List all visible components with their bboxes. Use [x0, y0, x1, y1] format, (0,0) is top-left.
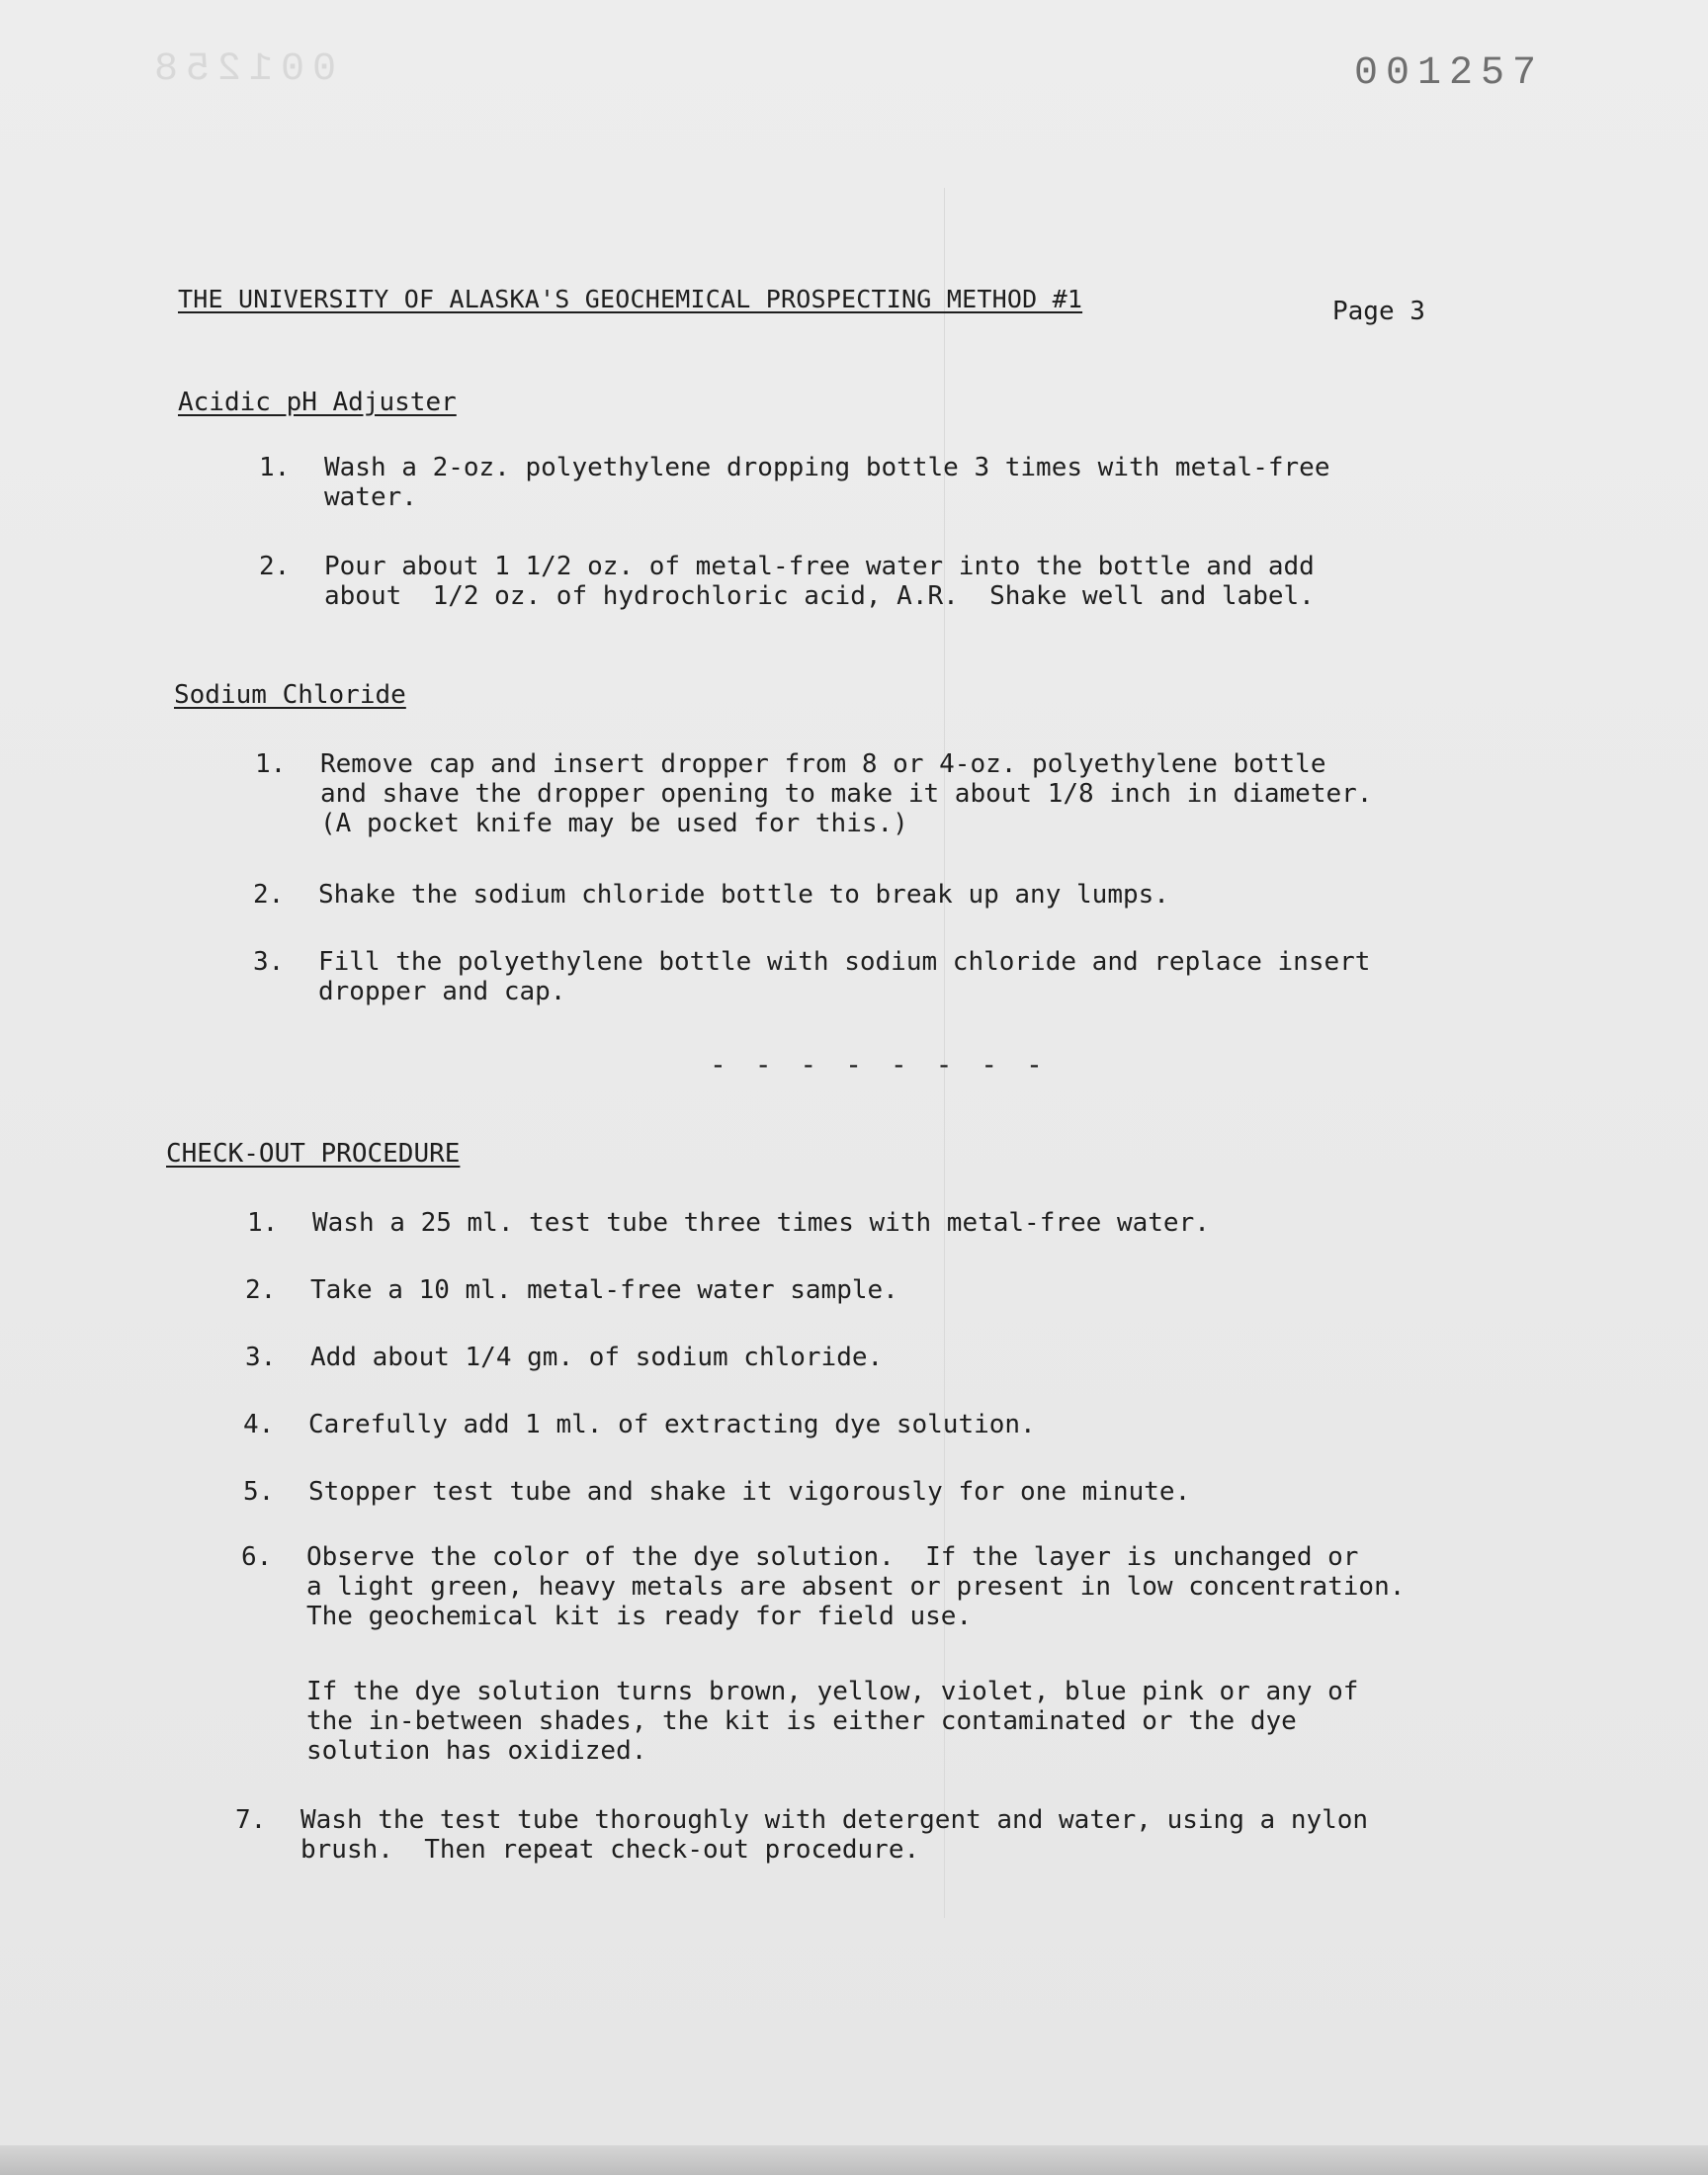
- list-item: [245, 1275, 1431, 1309]
- list-item-text: Stopper test tube and shake it vigorously for one minute.: [308, 1477, 1191, 1507]
- list-item: [259, 453, 1445, 522]
- list-item: [247, 1208, 1433, 1242]
- list-item-number: 2.: [253, 880, 285, 910]
- list-item-number: 7.: [235, 1805, 267, 1835]
- list-item-text: Remove cap and insert dropper from 8 or 4-oz. polyethylene bottle and shave the dropper opening to make it about 1/8 inch in diameter. (A pocket knife may be used for this.): [320, 749, 1373, 838]
- section-divider: - - - - - - - -: [710, 1048, 1049, 1081]
- list-item: [235, 1805, 1520, 1874]
- list-item-number: 1.: [247, 1208, 279, 1238]
- list-item-text: Add about 1/4 gm. of sodium chloride.: [310, 1343, 884, 1372]
- page-number: Page 3: [1332, 297, 1425, 326]
- list-item-number: 6.: [241, 1542, 273, 1572]
- list-item-number: 5.: [243, 1477, 275, 1507]
- section-heading-sodium: Sodium Chloride: [174, 680, 406, 710]
- list-item: [243, 1477, 1429, 1511]
- list-item-text: Wash a 25 ml. test tube three times with metal-free water.: [312, 1208, 1210, 1238]
- list-item-followup-text: If the dye solution turns brown, yellow, violet, blue pink or any of the in-between shades, the kit is either contaminated or the dye solution has oxidized.: [306, 1677, 1359, 1766]
- list-item-text: Observe the color of the dye solution. If the layer is unchanged or a light green, heavy metals are absent or present in low concentration. The geochemical kit is ready for field use.: [306, 1542, 1406, 1631]
- list-item-text: Wash the test tube thoroughly with detergent and water, using a nylon brush. Then repeat check-out procedure.: [300, 1805, 1369, 1865]
- list-item: [245, 1343, 1431, 1376]
- list-item-text: Take a 10 ml. metal-free water sample.: [310, 1275, 898, 1305]
- list-item-number: 3.: [253, 947, 285, 977]
- document-title: THE UNIVERSITY OF ALASKA'S GEOCHEMICAL PROSPECTING METHOD #1: [178, 285, 1083, 313]
- bleed-through-stamp: 001258: [146, 47, 337, 92]
- section-heading-acidic: Acidic pH Adjuster: [178, 388, 457, 417]
- list-item-number: 1.: [259, 453, 291, 482]
- list-item: [259, 552, 1445, 621]
- list-item: [253, 880, 1439, 914]
- list-item-number: 3.: [245, 1343, 277, 1372]
- list-item-number: 4.: [243, 1410, 275, 1439]
- list-item-number: 1.: [255, 749, 287, 779]
- list-item: [243, 1410, 1429, 1443]
- list-item: [255, 749, 1491, 848]
- list-item-text: Wash a 2-oz. polyethylene dropping bottle 3 times with metal-free water.: [324, 453, 1330, 512]
- section-heading-checkout: CHECK-OUT PROCEDURE: [166, 1139, 461, 1169]
- list-item-text: Fill the polyethylene bottle with sodium chloride and replace insert dropper and cap.: [318, 947, 1371, 1006]
- list-item-text: Shake the sodium chloride bottle to break up any lumps.: [318, 880, 1169, 910]
- list-item: [241, 1542, 1526, 1641]
- list-item-number: 2.: [259, 552, 291, 581]
- list-item-text: Pour about 1 1/2 oz. of metal-free water into the bottle and add about 1/2 oz. of hydrochloric acid, A.R. Shake well and label.: [324, 552, 1315, 611]
- list-item-number: 2.: [245, 1275, 277, 1305]
- document-number-stamp: 001257: [1354, 51, 1545, 96]
- page-bottom-edge: [0, 2145, 1708, 2175]
- list-item-text: Carefully add 1 ml. of extracting dye solution.: [308, 1410, 1036, 1439]
- list-item: [253, 947, 1489, 1016]
